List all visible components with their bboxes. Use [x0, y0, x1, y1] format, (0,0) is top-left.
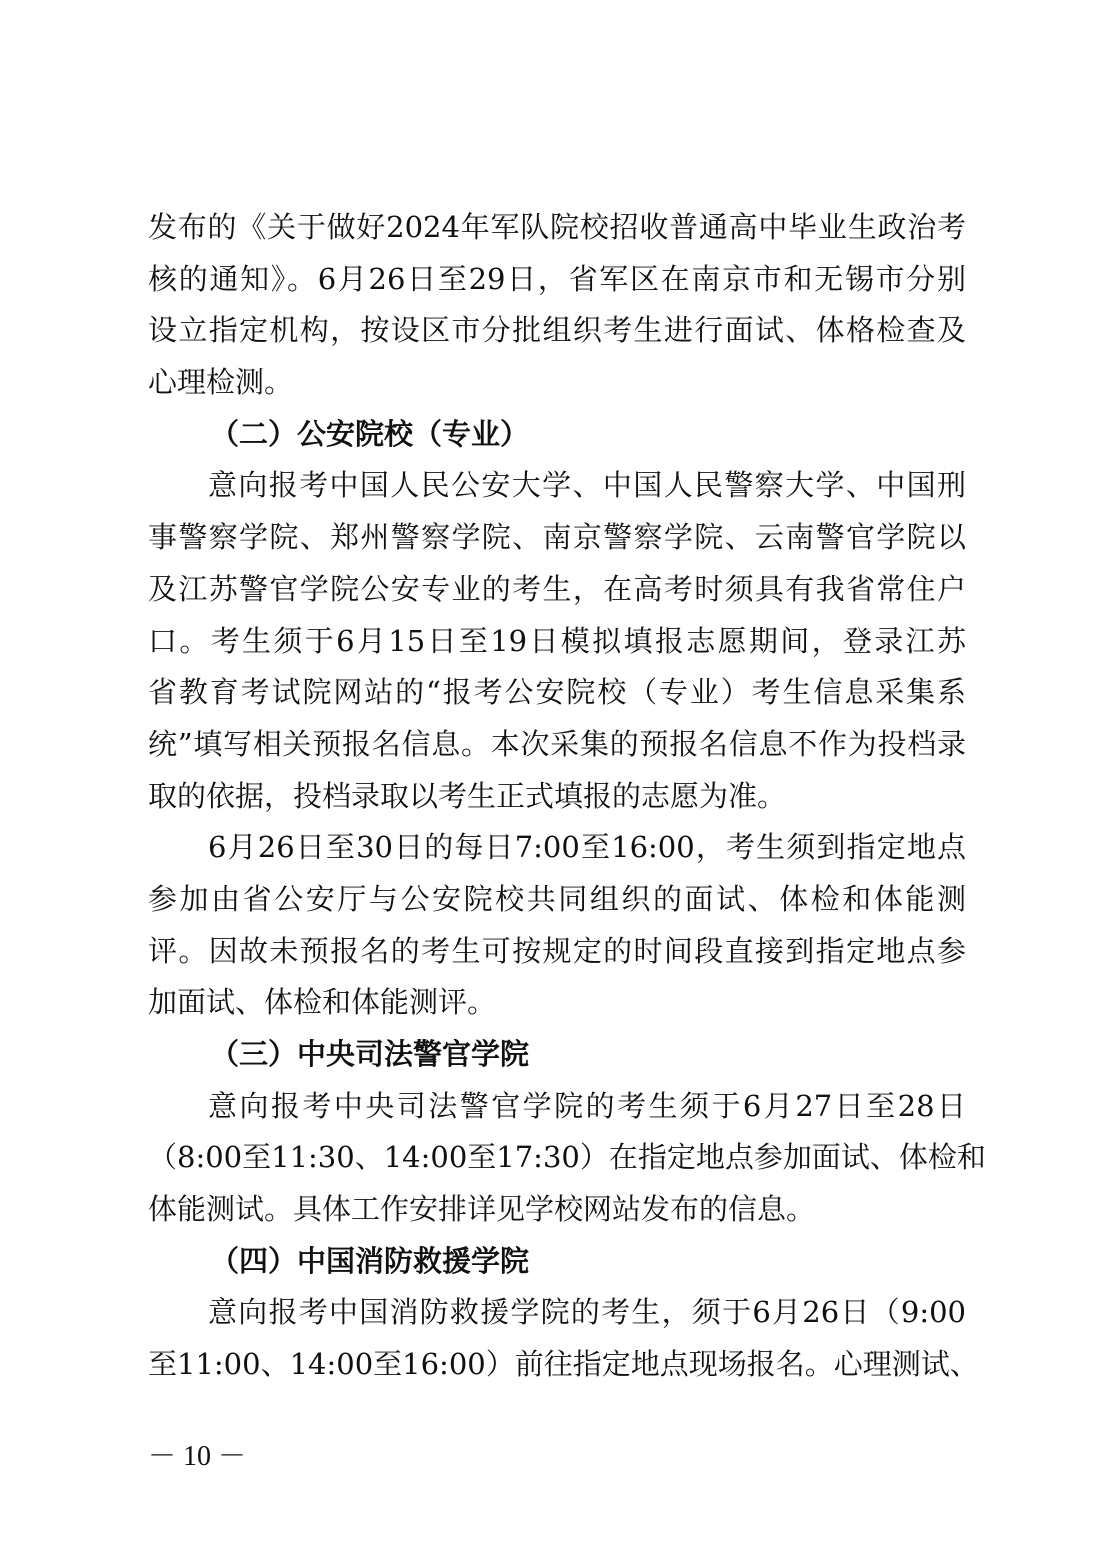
paragraph-line: 心理检测。 — [148, 365, 294, 400]
section-heading: （二）公安院校（专业） — [210, 416, 530, 451]
paragraph-line: 设立指定机构，按设区市分批组织考生进行面试、体格检查及 — [148, 313, 966, 348]
paragraph-line: 及江苏警官学院公安专业的考生，在高考时须具有我省常住户 — [148, 571, 966, 606]
paragraph-line: 评。因故未预报名的考生可按规定的时间段直接到指定地点参 — [148, 933, 966, 968]
paragraph-line: 意向报考中国人民公安大学、中国人民警察大学、中国刑 — [208, 468, 966, 503]
paragraph-line: 省教育考试院网站的“报考公安院校（专业）考生信息采集系 — [148, 675, 966, 710]
paragraph-line: （8:00至11:30、14:00至17:30）在指定地点参加面试、体检和 — [148, 1140, 986, 1175]
paragraph-line: 发布的《关于做好2024年军队院校招收普通高中毕业生政治考 — [148, 210, 966, 244]
paragraph-line: 6月26日至30日的每日7:00至16:00，考生须到指定地点 — [208, 830, 966, 865]
paragraph-line: 意向报考中国消防救援学院的考生，须于6月26日（9:00 — [208, 1295, 966, 1330]
paragraph-line: 加面试、体检和体能测评。 — [148, 985, 497, 1020]
paragraph-line: 事警察学院、郑州警察学院、南京警察学院、云南警官学院以 — [148, 520, 966, 555]
paragraph-line: 核的通知》。6月26日至29日，省军区在南京市和无锡市分别 — [148, 261, 966, 296]
document-body — [148, 202, 986, 1391]
paragraph-line: 取的依据，投档录取以考生正式填报的志愿为准。 — [148, 778, 787, 813]
paragraph-line: 体能测试。具体工作安排详见学校网站发布的信息。 — [148, 1192, 816, 1227]
paragraph-line: 统”填写相关预报名信息。本次采集的预报名信息不作为投档录 — [148, 726, 966, 761]
section-heading: （四）中国消防救援学院 — [210, 1243, 530, 1278]
paragraph-line: 口。考生须于6月15日至19日模拟填报志愿期间，登录江苏 — [148, 623, 966, 658]
paragraph-line: 参加由省公安厅与公安院校共同组织的面试、体检和体能测 — [148, 881, 966, 916]
section-heading: （三）中央司法警官学院 — [210, 1037, 530, 1071]
paragraph-line: 至11:00、14:00至16:00）前往指定地点现场报名。心理测试、 — [148, 1347, 979, 1382]
page-number: － 10 － — [148, 1441, 247, 1472]
paragraph-line: 意向报考中央司法警官学院的考生须于6月27日至28日 — [208, 1088, 966, 1123]
